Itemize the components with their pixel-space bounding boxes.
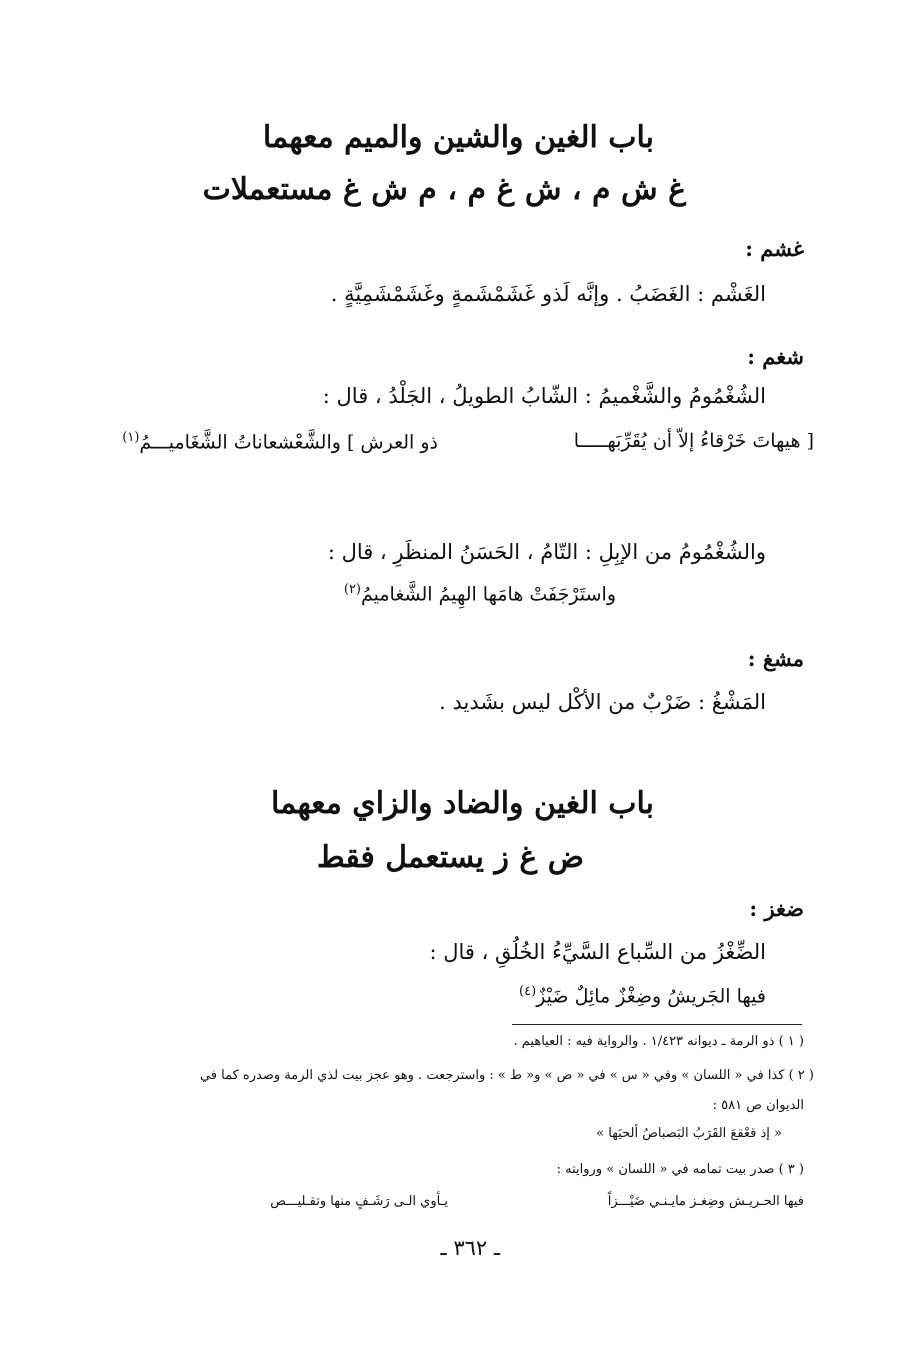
entry-headword: شغم :: [747, 344, 804, 369]
verse-text: واستَرْجَفَتْ هامَها الهِيمُ الشَّغاميمُ: [361, 583, 616, 606]
page-number: ـ ٣٦٢ ـ: [440, 1236, 500, 1260]
entry-definition: المَشْغُ : ضَرْبٌ من الأكْل ليس بشَديد .: [439, 690, 766, 714]
footnote-marker: (٤): [519, 984, 537, 999]
verse-first-hemistich: [ هيهاتَ خَرْقاءُ إلاّ أن يُقَرِّبَهـــــا: [573, 430, 814, 452]
entry-headword: مشغ :: [747, 646, 804, 671]
verse: [344, 582, 616, 605]
entry-definition: الضِّغْزُ من السِّباع السَّيِّءُ الخُلُقِ ، قال :: [429, 940, 766, 964]
verse-text: ذو العرش ] والشَّعْشعاناتُ الشَّغَاميـــمُ: [139, 431, 438, 454]
verse-second-hemistich: [122, 430, 438, 453]
footnote-marker: (٢): [343, 582, 361, 597]
section-subtitle: غ ش م ، ش غ م ، م ش غ مستعملات: [202, 172, 686, 207]
entry-headword: غشم :: [745, 236, 804, 261]
section-title: باب الغين والضاد والزاي معهما: [270, 786, 654, 821]
entry-definition: والشُغْمُومُ من الإبِلِ : التّامُ ، الحَسَنُ المنظَرِ ، قال :: [327, 540, 766, 564]
footnote-verse-hemistich: يـأوي الـى رَشَـفٍ منها وتقـليـــص: [270, 1194, 448, 1209]
footnote-verse-hemistich: فيها الحـريـش وضِغـز مايـنـي ضَيْـــزاً: [607, 1194, 804, 1209]
footnote: ( ٣ ) صدر بيت تمامه في « اللسان » وروايته :: [556, 1162, 804, 1177]
footnote: ( ٢ ) كذا في « اللسان » وفي « س » في « ص » و« ط » : واسترجعت . وهو عجز بيت لذي الرمة وصدره كما في: [199, 1068, 814, 1083]
verse-text: فيها الجَريشُ وضِغْزٌ مائِلٌ ضَيْزٌ: [536, 985, 766, 1008]
verse: [519, 984, 766, 1007]
entry-definition: الغَشْم : الغَضَبُ . وإنَّه لَذو غَشَمْشَمةٍ وغَشَمْشَمِيَّةٍ .: [330, 282, 766, 306]
footnote-marker: (١): [122, 430, 140, 445]
footnote-continuation: الديوان ص ٥٨١ :: [712, 1098, 804, 1113]
footnote: ( ١ ) ذو الرمة ـ ديوانه ١/٤٢٣ . والرواية فيه : العياهيم .: [513, 1034, 804, 1049]
entry-headword: ضغز :: [749, 896, 804, 921]
footnote-separator: [512, 1024, 802, 1025]
section-title: باب الغين والشين والميم معهما: [262, 120, 654, 155]
entry-definition: الشُغْمُومُ والشَّغْميمُ : الشّابُ الطويلُ ، الجَلْدُ ، قال :: [322, 384, 766, 408]
footnote-verse: « إذ قعْقعَ القَرَبُ البَصباصُ ألحيَها »: [596, 1126, 782, 1141]
section-subtitle: ض غ ز يستعمل فقط: [316, 840, 584, 875]
